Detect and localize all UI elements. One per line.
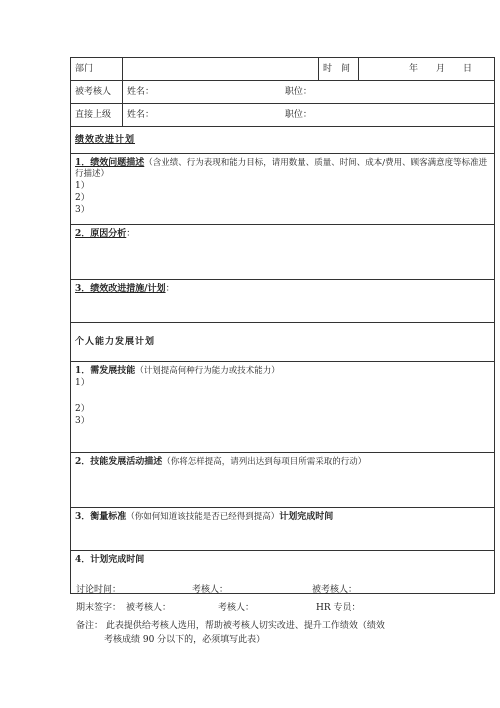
remark-line-1: 备注： 此表提供给考核人选用，帮助被考核人切实改进、提升工作绩效（绩效 — [76, 621, 385, 631]
supervisor-name-label: 姓名： — [127, 109, 155, 120]
assessor-label: 考核人： — [192, 585, 229, 595]
row-completion-time — [71, 551, 495, 594]
problem-item-2: 2） — [75, 193, 90, 203]
row-improvement-plan — [71, 280, 495, 323]
completion-time-title: 4．计划完成时间 — [75, 555, 145, 565]
problem-item-1: 1） — [75, 181, 90, 191]
skill-item-3: 3） — [75, 416, 90, 426]
row-cause-analysis — [71, 225, 495, 280]
row-supervisor — [71, 104, 495, 127]
measure-note: （你如何知道该技能是否已经得到提高） — [126, 512, 280, 522]
reviewee-position-label: 职位： — [284, 86, 312, 97]
activity-desc-note: （你将怎样提高，请列出达到每项目所需采取的行动） — [162, 457, 367, 467]
completion-time-cell[interactable] — [71, 551, 495, 594]
time-label: 时 间 — [319, 58, 359, 81]
skill-spacer — [75, 389, 490, 403]
date-field[interactable] — [359, 58, 495, 81]
measure-tail: 计划完成时间 — [279, 512, 334, 522]
final-sign-label: 期末签字： — [76, 603, 122, 613]
dept-field[interactable] — [123, 58, 319, 81]
cause-analysis-title: 2．原因分析 — [75, 229, 127, 239]
dept-label: 部门 — [71, 58, 123, 81]
improvement-plan-colon: ： — [165, 284, 175, 294]
skills-note: （计划提高何种行为能力或技术能力） — [135, 366, 280, 376]
cause-analysis-colon: ： — [126, 229, 136, 239]
skill-item-2: 2） — [75, 404, 90, 414]
row-reviewee — [71, 81, 495, 104]
skills-title: 1．需发展技能 — [75, 366, 136, 376]
improvement-plan-cell[interactable] — [71, 280, 495, 323]
problem-desc-title: 1．绩效问题描述 — [75, 158, 145, 168]
activity-desc-cell[interactable] — [71, 453, 495, 508]
row-activity-desc — [71, 453, 495, 508]
development-title: 个人能力发展计划 — [75, 336, 156, 347]
row-measure — [71, 508, 495, 551]
discussion-time-label: 讨论时间： — [76, 585, 122, 595]
date-placeholder: 年 月 日 — [408, 63, 472, 74]
measure-cell[interactable] — [71, 508, 495, 551]
row-skills — [71, 362, 495, 453]
sign-assessee-label: 被考核人： — [126, 603, 172, 613]
supervisor-position-label: 职位： — [284, 109, 312, 120]
activity-desc-title: 2．技能发展活动描述 — [75, 457, 163, 467]
remark-line-2: 考核成绩 90 分以下的，必须填写此表） — [104, 635, 266, 645]
cause-analysis-cell[interactable] — [71, 225, 495, 280]
row-development-header — [71, 323, 495, 362]
development-header-cell — [71, 323, 495, 362]
improvement-title: 绩效改进计划 — [75, 134, 136, 145]
improvement-header-cell — [71, 127, 495, 154]
reviewee-fields[interactable] — [123, 81, 495, 104]
row-problem-desc — [71, 154, 495, 225]
skills-cell[interactable] — [71, 362, 495, 453]
supervisor-label: 直接上级 — [71, 104, 123, 127]
supervisor-fields[interactable] — [123, 104, 495, 127]
assessee-label: 被考核人： — [312, 585, 358, 595]
problem-desc-note: （含业绩、行为表现和能力目标，请用数量、质量、时间、成本/费用、顾客满意度等标准进行描述） — [75, 158, 488, 179]
row-improvement-header — [71, 127, 495, 154]
form-table — [70, 57, 495, 594]
measure-title: 3．衡量标准 — [75, 512, 127, 522]
hr-label: HR 专员： — [316, 603, 361, 613]
problem-item-3: 3） — [75, 205, 90, 215]
row-dept — [71, 58, 495, 81]
reviewee-label: 被考核人 — [71, 81, 123, 104]
improvement-plan-title: 3．绩效改进措施/计划 — [75, 284, 166, 294]
sign-assessor-label: 考核人： — [218, 603, 255, 613]
problem-desc-cell[interactable] — [71, 154, 495, 225]
reviewee-name-label: 姓名： — [127, 86, 155, 97]
skill-item-1: 1） — [75, 378, 90, 388]
